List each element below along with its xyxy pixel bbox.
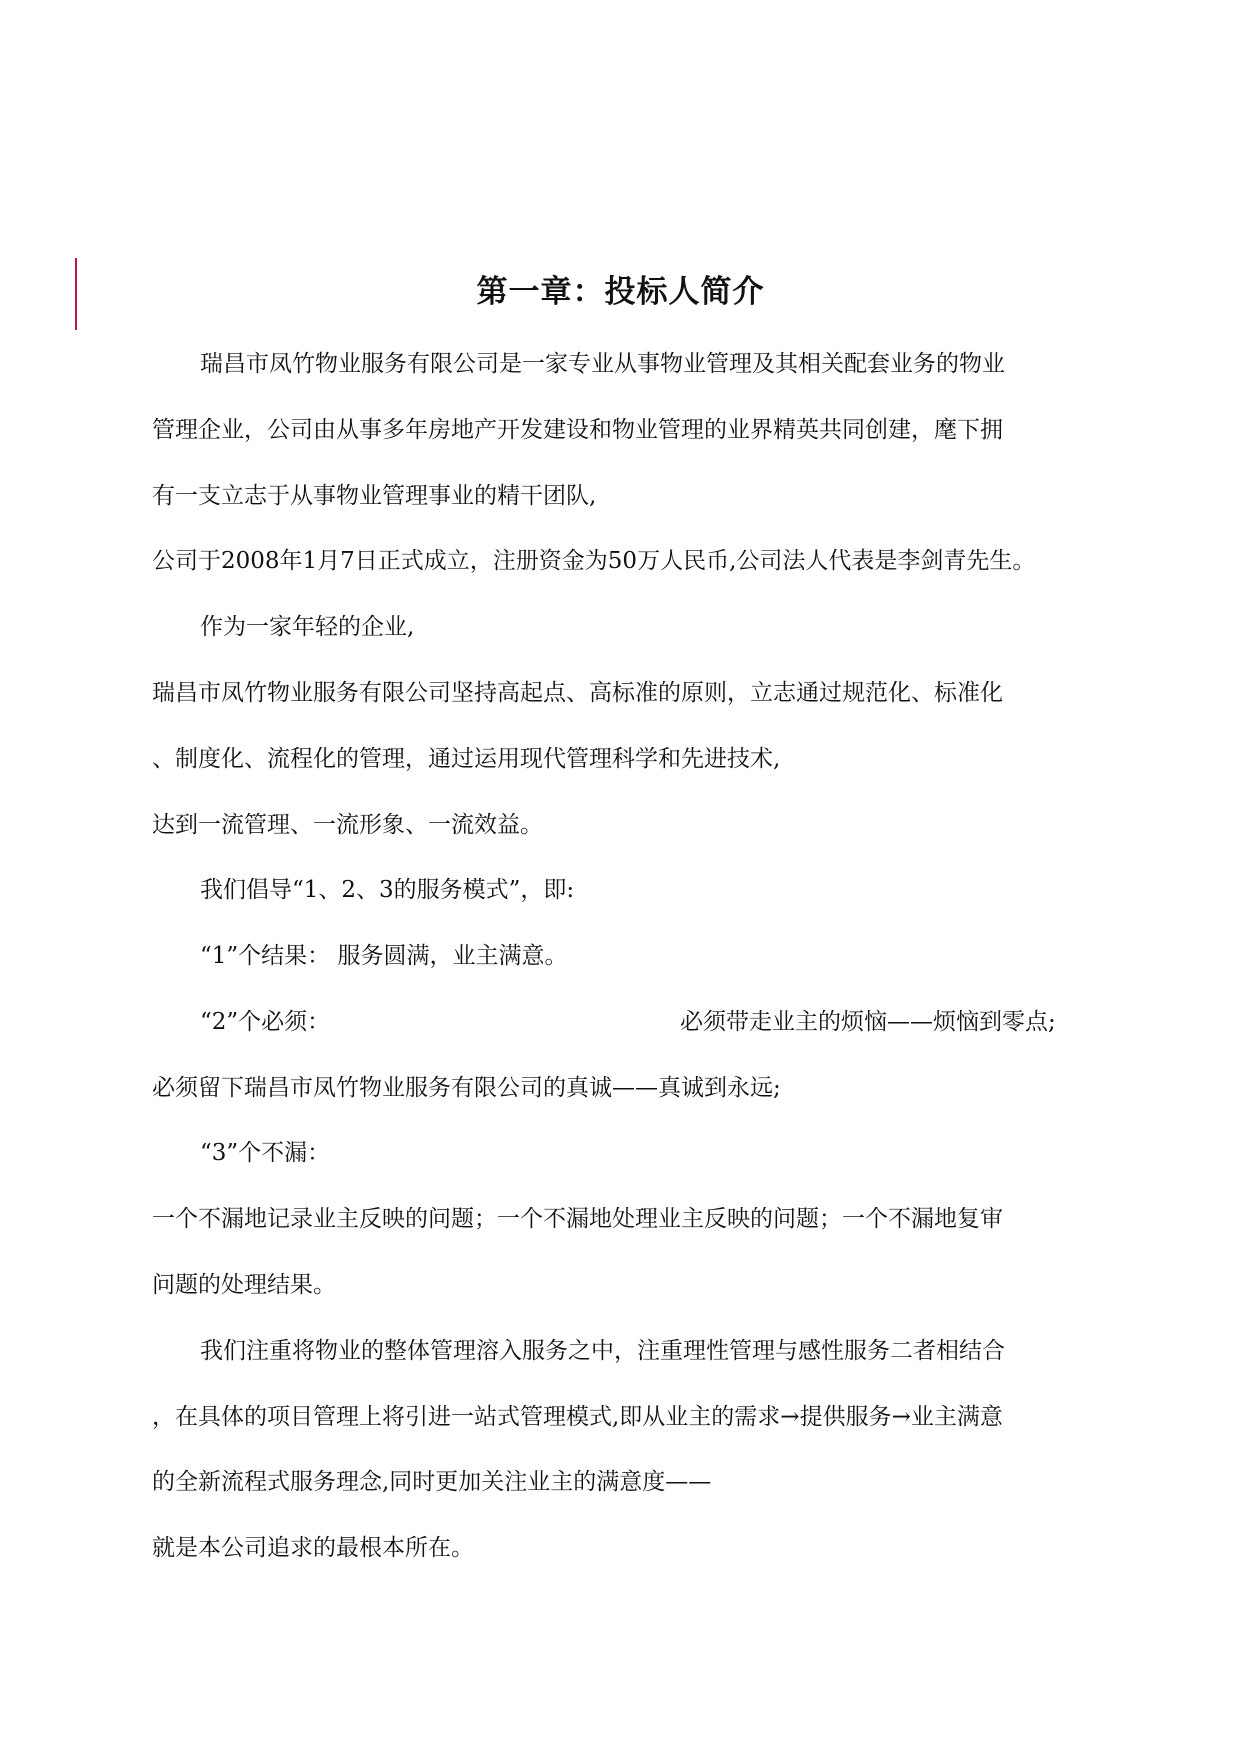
paragraph-line: 管理企业，公司由从事多年房地产开发建设和物业管理的业界精英共同创建，麾下拥 [152,417,1003,443]
paragraph-line: 公司于2008年1月7日正式成立，注册资金为50万人民币,公司法人代表是李剑青先生。 [152,548,1036,574]
paragraph-line: 瑞昌市凤竹物业服务有限公司坚持高起点、高标准的原则，立志通过规范化、标准化 [152,680,1003,706]
paragraph-line: 问题的处理结果。 [152,1272,336,1298]
paragraph-line: “2”个必须： [200,1009,331,1035]
paragraph-line: “1”个结果： 服务圆满，业主满意。 [200,943,568,969]
paragraph-line: 必须留下瑞昌市凤竹物业服务有限公司的真诚——真诚到永远; [152,1075,781,1101]
paragraph-line: 的全新流程式服务理念,同时更加关注业主的满意度—— [152,1469,712,1495]
paragraph-line: 必须带走业主的烦恼——烦恼到零点; [680,1009,1056,1035]
paragraph-line: 一个不漏地记录业主反映的问题；一个不漏地处理业主反映的问题；一个不漏地复审 [152,1206,1003,1232]
paragraph-line: ，在具体的项目管理上将引进一站式管理模式,即从业主的需求→提供服务→业主满意 [152,1404,1003,1430]
paragraph-line: 、制度化、流程化的管理，通过运用现代管理科学和先进技术, [152,746,781,772]
paragraph-line: 达到一流管理、一流形象、一流效益。 [152,812,543,838]
paragraph-line: “3”个不漏： [200,1140,331,1166]
paragraph-line: 作为一家年轻的企业, [200,614,415,640]
chapter-title: 第一章：投标人简介 [476,274,765,310]
paragraph-line: 就是本公司追求的最根本所在。 [152,1535,474,1561]
paragraph-line: 我们倡导“1、2、3的服务模式”，即: [200,877,575,903]
paragraph-line: 我们注重将物业的整体管理溶入服务之中，注重理性管理与感性服务二者相结合 [200,1338,1005,1364]
paragraph-line: 瑞昌市凤竹物业服务有限公司是一家专业从事物业管理及其相关配套业务的物业 [200,351,1005,377]
paragraph-line: 有一支立志于从事物业管理事业的精干团队, [152,483,597,509]
